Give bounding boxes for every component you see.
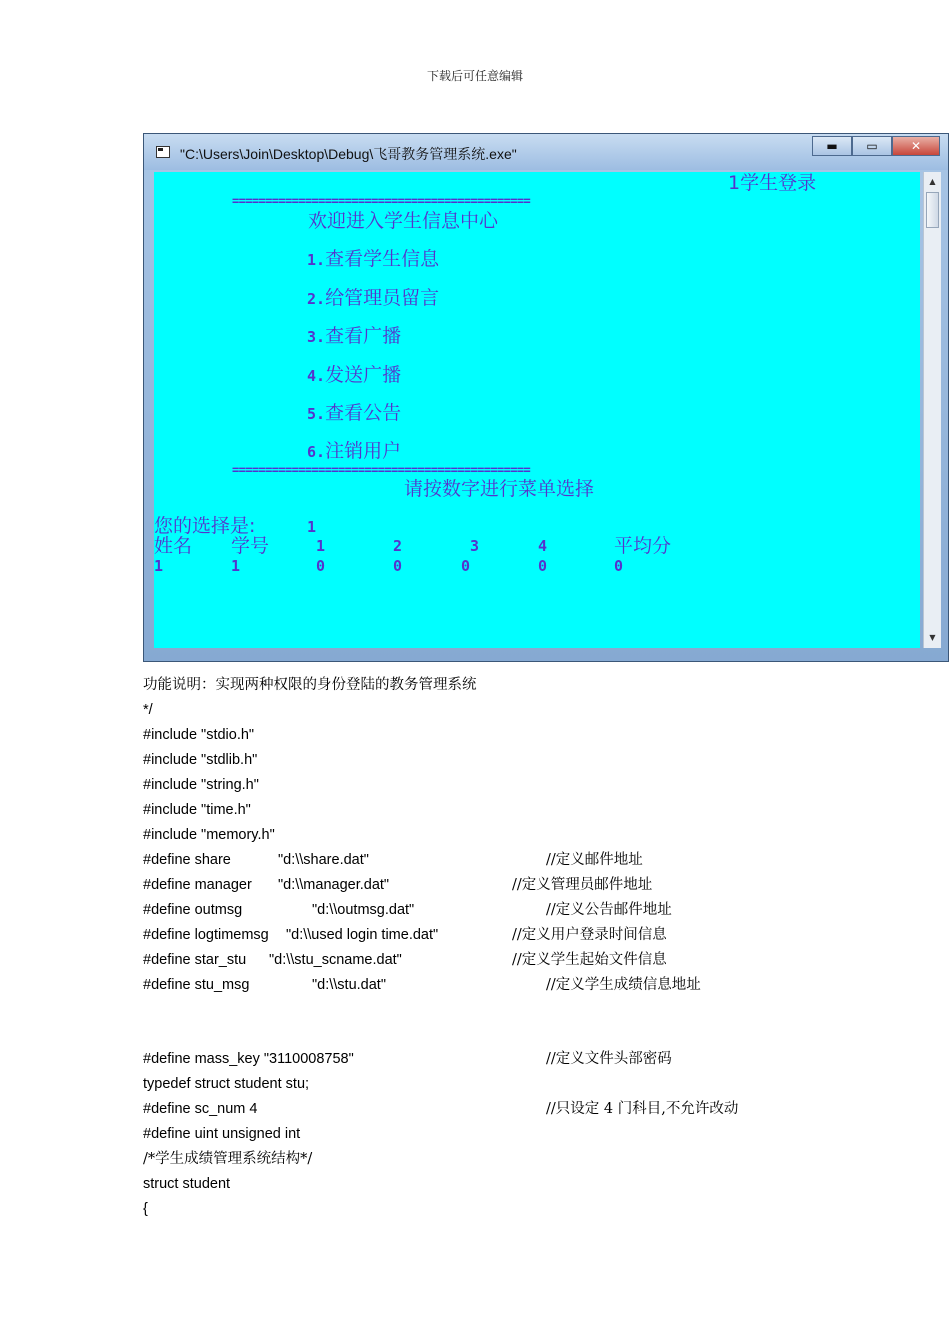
mass-key-comment: //定义文件头部密码: [546, 1051, 672, 1067]
comment-end: */: [143, 702, 153, 718]
choice-label: 您的选择是:: [154, 515, 256, 537]
col-header-name: 姓名: [154, 535, 193, 557]
menu-item-label: 注销用户: [325, 440, 402, 462]
separator-bottom: =============================================: [232, 463, 531, 477]
vertical-scrollbar[interactable]: [923, 172, 941, 648]
define-value: "d:\\outmsg.dat": [312, 902, 415, 918]
typedef-line: typedef struct student stu;: [143, 1076, 310, 1092]
menu-item-3: [307, 327, 401, 346]
title-bar: [144, 134, 948, 170]
row-score-3: 0: [461, 557, 471, 575]
define-value: "d:\\stu.dat": [312, 977, 386, 993]
window-controls: [812, 136, 940, 156]
console-window: [143, 133, 949, 662]
col-header-subject-4: 4: [538, 537, 548, 555]
window-title: "C:\Users\Join\Desktop\Debug\飞哥教务管理系统.exe": [180, 146, 517, 162]
define-value: "d:\\used login time.dat": [286, 927, 439, 943]
define-comment: //定义用户登录时间信息: [512, 927, 667, 943]
define-name: #define outmsg: [143, 902, 243, 918]
menu-item-label: 发送广播: [325, 364, 402, 386]
define-name: #define star_stu: [143, 952, 247, 968]
separator-top: =============================================: [232, 194, 531, 208]
function-description: 功能说明：实现两种权限的身份登陆的教务管理系统: [143, 677, 477, 693]
col-header-subject-1: 1: [316, 537, 326, 555]
menu-item-number: 4.: [307, 367, 326, 385]
scroll-down-icon[interactable]: ▼: [929, 633, 936, 642]
menu-item-number: 1.: [307, 251, 326, 269]
scroll-up-icon[interactable]: ▲: [929, 177, 936, 186]
login-label: 1学生登录: [728, 172, 817, 194]
menu-item-2: [307, 289, 439, 308]
sc-num-comment: //只设定 4 门科目,不允许改动: [546, 1101, 739, 1117]
open-brace: {: [143, 1201, 148, 1217]
row-score-2: 0: [393, 557, 403, 575]
console-app-icon: [156, 146, 170, 158]
col-header-subject-2: 2: [393, 537, 403, 555]
menu-item-label: 查看学生信息: [325, 248, 440, 270]
struct-comment: /*学生成绩管理系统结构*/: [143, 1151, 313, 1167]
menu-item-label: 查看广播: [325, 325, 402, 347]
define-comment: //定义邮件地址: [546, 852, 643, 868]
menu-item-label: 给管理员留言: [325, 287, 440, 309]
maximize-button[interactable]: ▭: [852, 136, 892, 156]
row-name: 1: [154, 557, 164, 575]
scroll-thumb[interactable]: [926, 192, 939, 228]
define-value: "d:\\manager.dat": [278, 877, 390, 893]
row-average: 0: [614, 557, 624, 575]
uint-define: #define uint unsigned int: [143, 1126, 301, 1142]
choice-value: 1: [307, 518, 317, 536]
sc-num-define: #define sc_num 4: [143, 1101, 258, 1117]
close-button[interactable]: ✕: [892, 136, 940, 156]
define-name: #define stu_msg: [143, 977, 250, 993]
col-header-average: 平均分: [614, 535, 672, 557]
struct-declaration: struct student: [143, 1176, 231, 1192]
menu-item-number: 5.: [307, 405, 326, 423]
include-line: #include "string.h": [143, 777, 259, 793]
define-name: #define logtimemsg: [143, 927, 269, 943]
include-line: #include "memory.h": [143, 827, 275, 843]
col-header-id: 学号: [231, 535, 270, 557]
define-value: "d:\\share.dat": [278, 852, 369, 868]
menu-item-4: [307, 366, 401, 385]
menu-prompt: 请按数字进行菜单选择: [404, 478, 595, 500]
menu-item-6: [307, 442, 401, 461]
page-header-note: 下载后可任意编辑: [426, 69, 523, 83]
menu-item-number: 2.: [307, 290, 326, 308]
define-comment: //定义管理员邮件地址: [512, 877, 653, 893]
row-score-1: 0: [316, 557, 326, 575]
menu-item-number: 3.: [307, 328, 326, 346]
include-line: #include "time.h": [143, 802, 251, 818]
row-id: 1: [231, 557, 241, 575]
welcome-text: 欢迎进入学生信息中心: [308, 210, 499, 232]
menu-item-label: 查看公告: [325, 402, 402, 424]
define-value: "d:\\stu_scname.dat": [269, 952, 402, 968]
mass-key-define: #define mass_key "3110008758": [143, 1051, 354, 1067]
menu-item-1: [307, 250, 439, 269]
menu-item-number: 6.: [307, 443, 326, 461]
define-name: #define share: [143, 852, 231, 868]
define-comment: //定义学生起始文件信息: [512, 952, 667, 968]
define-comment: //定义公告邮件地址: [546, 902, 672, 918]
console-output: [154, 172, 920, 648]
col-header-subject-3: 3: [470, 537, 480, 555]
row-score-4: 0: [538, 557, 548, 575]
include-line: #include "stdio.h": [143, 727, 255, 743]
minimize-button[interactable]: ▬: [812, 136, 852, 156]
include-line: #include "stdlib.h": [143, 752, 258, 768]
menu-item-5: [307, 404, 401, 423]
define-name: #define manager: [143, 877, 252, 893]
define-comment: //定义学生成绩信息地址: [546, 977, 701, 993]
